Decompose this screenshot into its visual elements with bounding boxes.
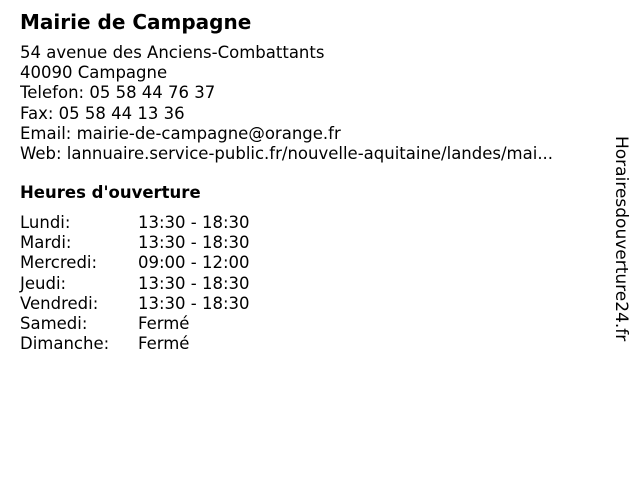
hours-row-tuesday (20, 233, 250, 253)
hours-row-thursday (20, 274, 250, 294)
hours-row-monday (20, 213, 250, 233)
time-value: 13:30 - 18:30 (138, 213, 250, 232)
hours-row-saturday (20, 314, 250, 334)
time-value: 09:00 - 12:00 (138, 253, 250, 273)
email-line: Email: mairie-de-campagne@orange.fr (20, 123, 341, 143)
day-label: Jeudi: (20, 273, 67, 293)
day-label: Vendredi: (20, 293, 99, 313)
hours-row-wednesday (20, 253, 250, 273)
day-label: Lundi: (20, 213, 71, 232)
day-label: Mardi: (20, 233, 72, 253)
time-value: 13:30 - 18:30 (138, 233, 250, 253)
hours-heading: Heures d'ouverture (20, 183, 201, 202)
page-title: Mairie de Campagne (20, 10, 252, 34)
day-label: Dimanche: (20, 334, 110, 354)
site-watermark: Horairesdouverture24.fr (611, 136, 631, 342)
time-value: 13:30 - 18:30 (138, 273, 250, 293)
opening-hours-list (20, 213, 250, 354)
contact-block (20, 43, 595, 164)
time-value: Fermé (138, 334, 190, 354)
time-value: Fermé (138, 314, 190, 334)
phone-line: Telefon: 05 58 44 76 37 (20, 83, 216, 103)
hours-row-friday (20, 294, 250, 314)
hours-row-sunday (20, 334, 250, 354)
fax-line: Fax: 05 58 44 13 36 (20, 103, 185, 123)
city-line: 40090 Campagne (20, 63, 168, 83)
day-label: Mercredi: (20, 253, 98, 273)
time-value: 13:30 - 18:30 (138, 293, 250, 313)
day-label: Samedi: (20, 314, 88, 334)
web-line: Web: lannuaire.service-public.fr/nouvelle-aquitaine/landes/mai... (20, 144, 554, 164)
address-line: 54 avenue des Anciens-Combattants (20, 43, 325, 62)
